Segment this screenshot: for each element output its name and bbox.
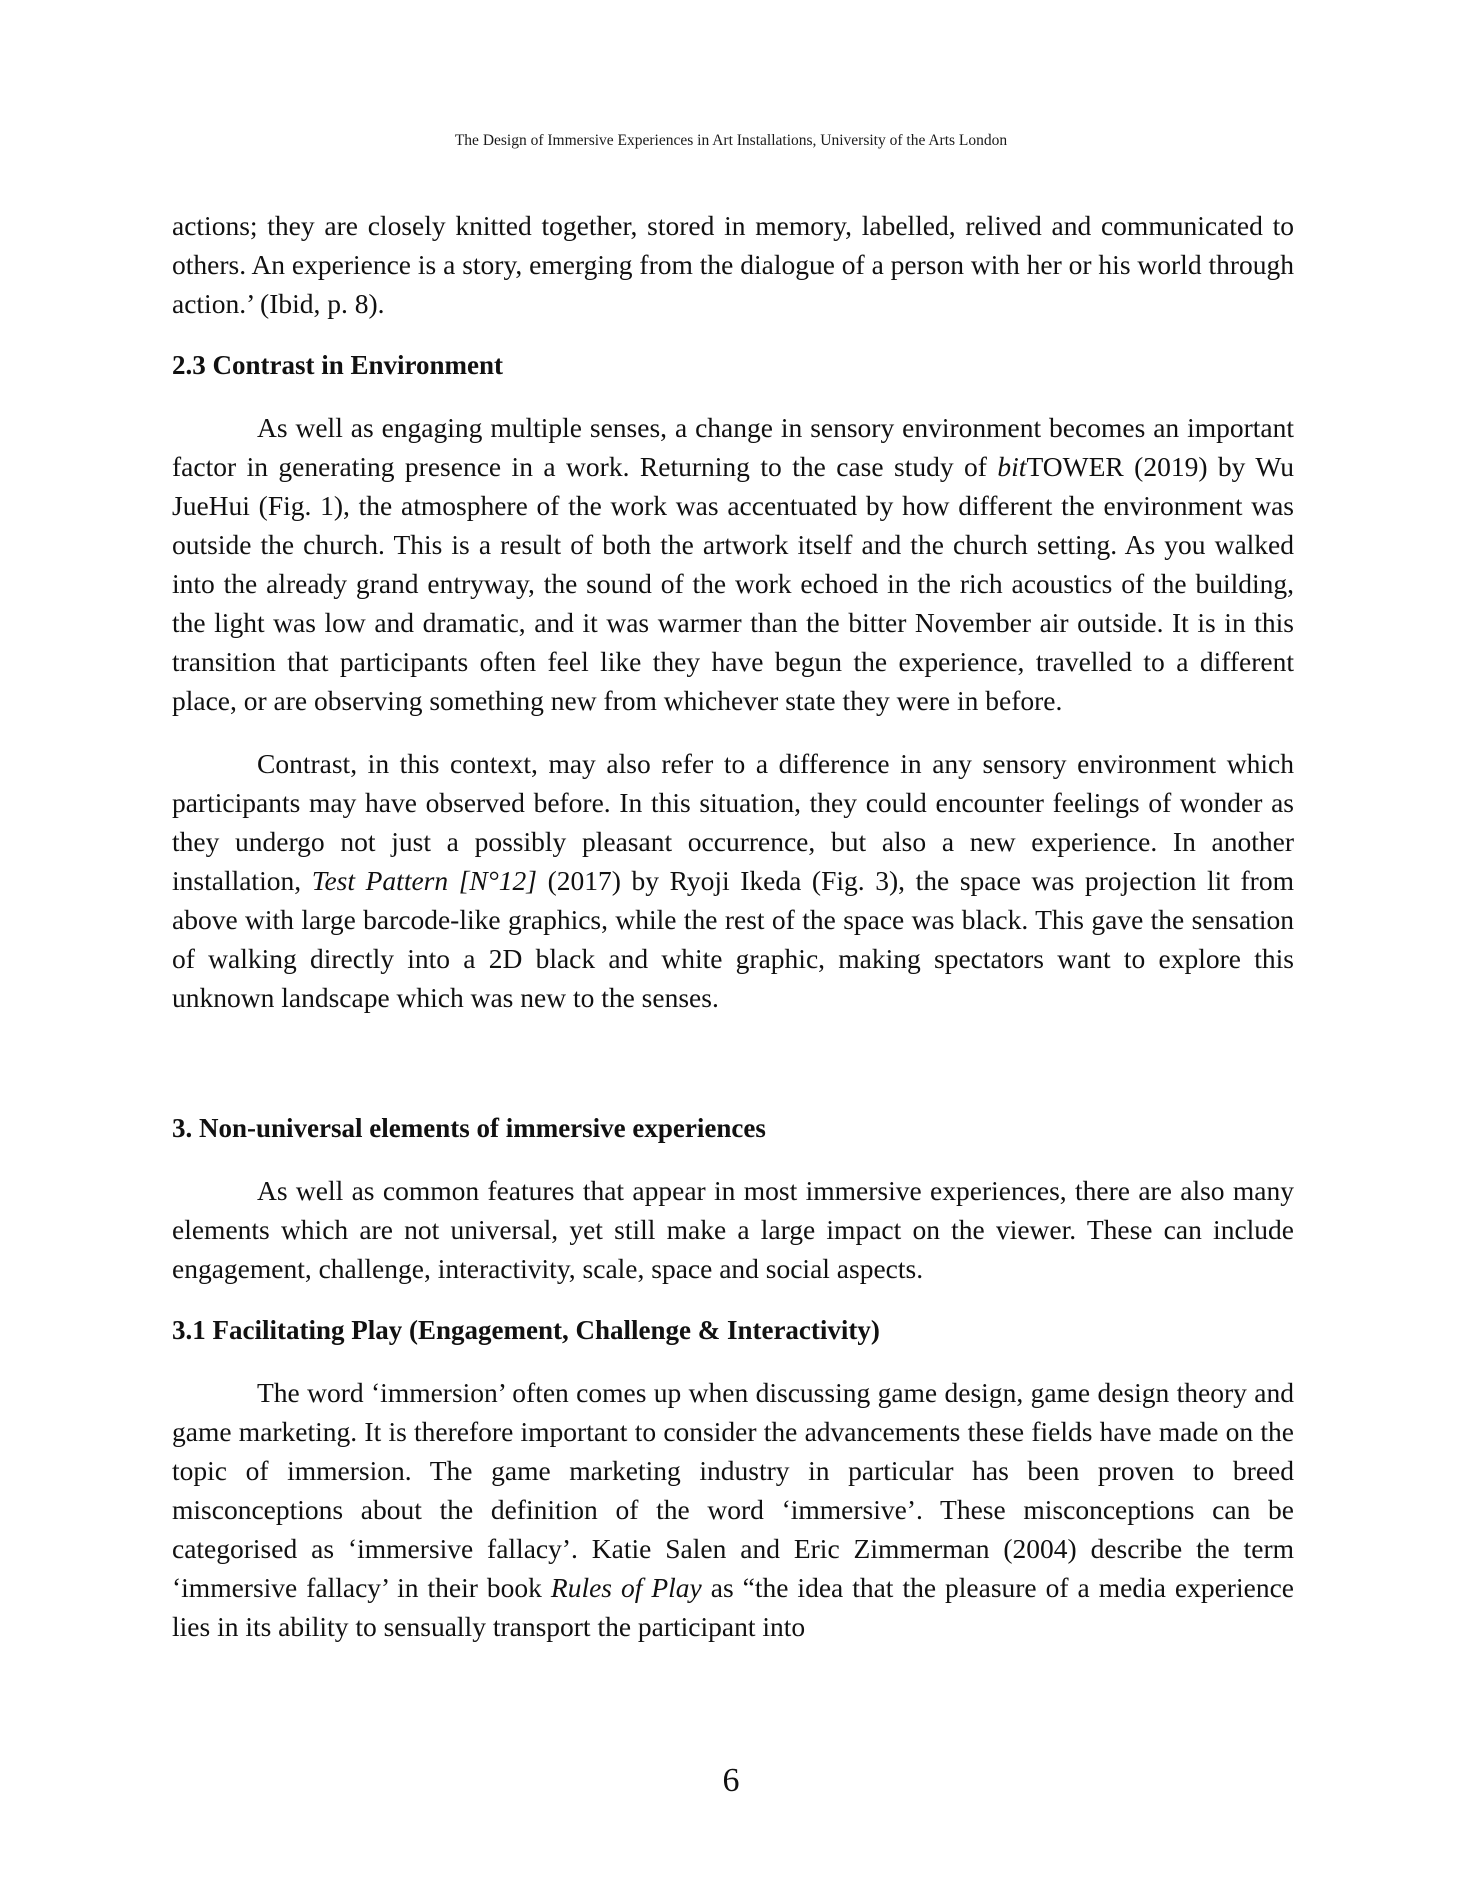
paragraph-contrast-1: As well as engaging multiple senses, a change in sensory environment becomes an important factor in generating presence in a work. Returning to the case study of bitTOWER (2019) by Wu JueHui (Fig. 1), the atmosphere of the work was accentuated by how different the environment was outside the church. This is a result of both the artwork itself and the church setting. As you walked into the already grand entryway, the sound of the work echoed in the rich acoustics of the building, the light was low and dramatic, and it was warmer than the bitter November air outside. It is in this transition that participants often feel like they have begun the experience, travelled to a different place, or are observing something new from whichever state they were in before.	[172, 412, 1294, 716]
book-title-rules-of-play: Rules of Play	[550, 1572, 702, 1603]
page-number: 6	[722, 1762, 740, 1799]
paragraph-contrast-2: Contrast, in this context, may also refer to a difference in any sensory environment which participants may have observed before. In this situation, they could encounter feelings of wonder as they undergo not just a possibly pleasant occurrence, but also a new experience. In another installation, Test Pattern [N°12] (2017) by Ryoji Ikeda (Fig. 3), the space was projection lit from above with large barcode-like graphics, while the rest of the space was black. This gave the sensation of walking directly into a 2D black and white graphic, making spectators want to explore this unknown landscape which was new to the senses.	[172, 748, 1294, 1013]
artwork-title-bittower: bit	[997, 451, 1027, 482]
artwork-title-test-pattern: Test Pattern [N°12]	[311, 865, 537, 896]
paragraph-non-universal: As well as common features that appear in most immersive experiences, there are also many elements which are not universal, yet still make a large impact on the viewer. These can include engagement, challenge, interactivity, scale, space and social aspects.	[172, 1175, 1294, 1284]
section-heading-2-3: 2.3 Contrast in Environment	[172, 350, 504, 380]
running-header: The Design of Immersive Experiences in Art Installations, University of the Arts London	[454, 132, 1008, 149]
section-heading-3-1: 3.1 Facilitating Play (Engagement, Challenge & Interactivity)	[172, 1315, 880, 1345]
continued-paragraph: actions; they are closely knitted together, stored in memory, labelled, relived and communicated to others. An experience is a story, emerging from the dialogue of a person with her or his world through action.’ (Ibid, p. 8).	[172, 210, 1294, 319]
paragraph-facilitating-play: The word ‘immersion’ often comes up when discussing game design, game design theory and game marketing. It is therefore important to consider the advancements these fields have made on the topic of immersion. The game marketing industry in particular has been proven to breed misconceptions about the definition of the word ‘immersive’. These misconceptions can be categorised as ‘immersive fallacy’. Katie Salen and Eric Zimmerman (2004) describe the term ‘immersive fallacy’ in their book Rules of Play as “the idea that the pleasure of a media experience lies in its ability to sensually transport the participant into	[172, 1377, 1294, 1642]
section-heading-3: 3. Non-universal elements of immersive experiences	[172, 1113, 766, 1143]
page-content	[172, 206, 1294, 1646]
